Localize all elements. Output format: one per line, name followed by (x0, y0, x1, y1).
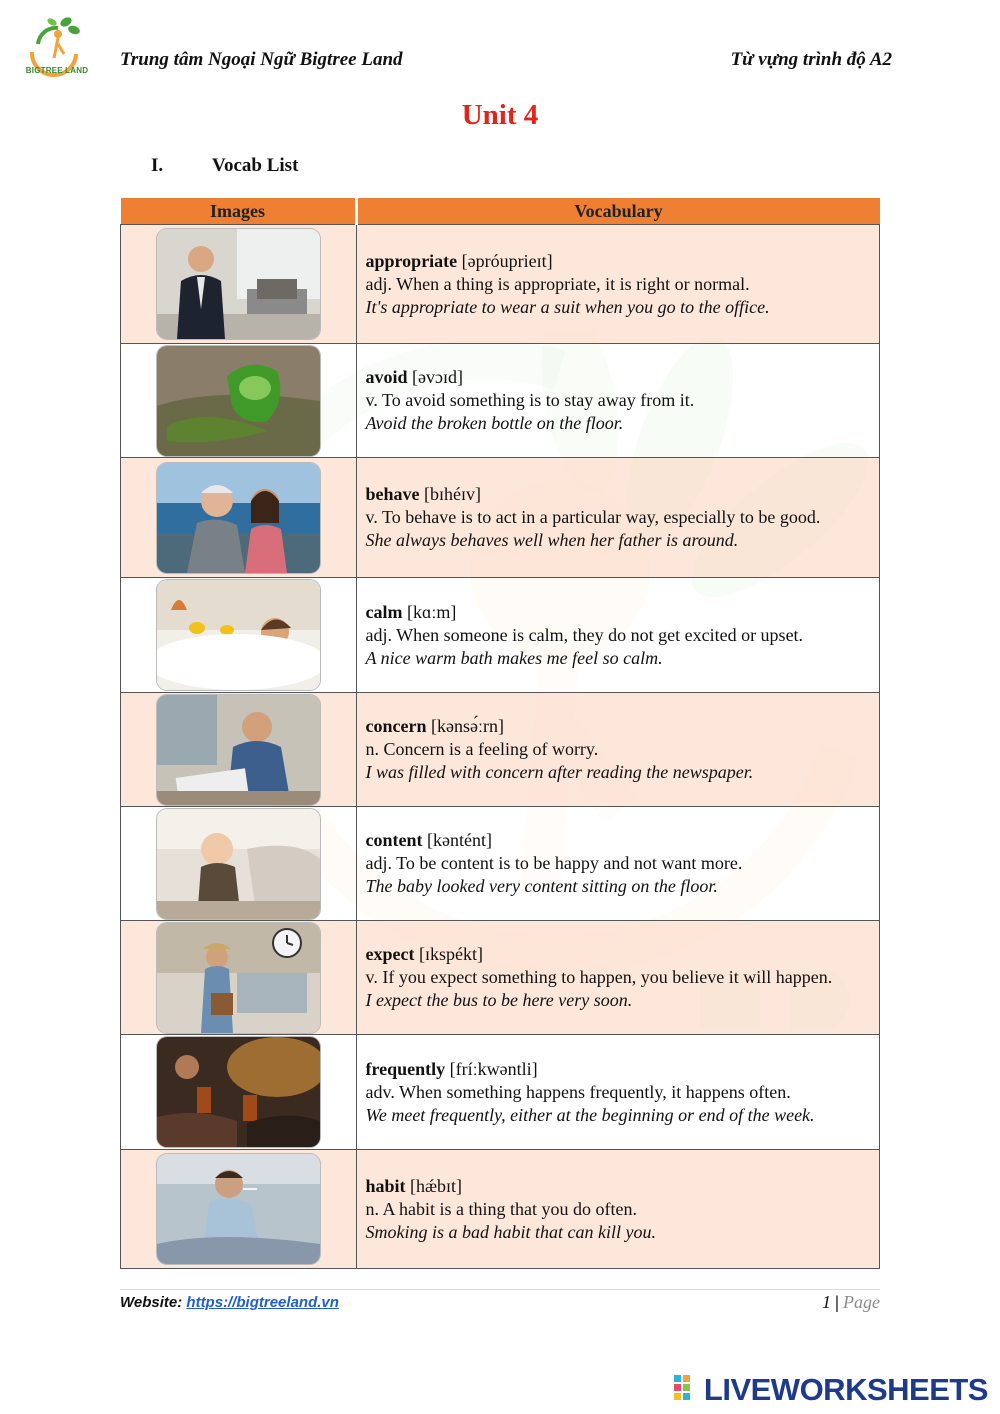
vocab-entry (356, 578, 880, 693)
table-row (121, 1150, 880, 1269)
table-row (121, 578, 880, 693)
table-row (121, 458, 880, 578)
vocab-definition: n. A habit is a thing that you do often. (365, 1198, 637, 1219)
vocab-definition: n. Concern is a feeling of worry. (365, 739, 599, 759)
table-row (121, 1035, 880, 1150)
vocab-ipa: [kəntént] (427, 830, 492, 850)
friends-at-bar-photo (157, 1037, 320, 1147)
vocab-example: I was filled with concern after reading the newspaper. (365, 762, 754, 782)
table-row (121, 693, 880, 807)
footer-website (120, 1294, 339, 1311)
image-cell (121, 921, 357, 1035)
liveworksheets-logo-icon (674, 1375, 700, 1405)
bus-station-clock-photo (157, 923, 320, 1033)
vocab-entry (356, 921, 880, 1035)
image-cell (121, 458, 357, 578)
vocab-definition: v. To avoid something is to stay away from it. (365, 390, 695, 410)
man-smoking-photo (157, 1154, 320, 1264)
vocab-example: A nice warm bath makes me feel so calm. (365, 647, 663, 668)
father-and-daughter-photo (157, 463, 320, 573)
image-cell (121, 225, 357, 344)
section-heading (151, 155, 298, 177)
vocab-word: calm (365, 601, 403, 622)
vocab-entry (356, 693, 880, 807)
vocab-example: Avoid the broken bottle on the floor. (365, 413, 624, 433)
businessman-in-office-photo (157, 229, 320, 339)
page-number-block (822, 1292, 880, 1313)
footer-divider (120, 1289, 880, 1290)
vocab-example: Smoking is a bad habit that can kill you. (365, 1221, 656, 1242)
table-row (121, 921, 880, 1035)
website-link[interactable]: https://bigtreeland.vn (186, 1294, 339, 1311)
header-level: Từ vựng trình độ A2 (730, 49, 892, 70)
vocab-definition: adv. When something happens frequently, it happens often. (365, 1081, 791, 1102)
vocab-entry (356, 807, 880, 921)
page-title: Unit 4 (461, 99, 539, 131)
vocab-word: expect (365, 944, 415, 964)
vocab-word: habit (365, 1175, 406, 1196)
vocab-entry (356, 344, 880, 458)
vocab-ipa: [hǽbɪt] (410, 1175, 463, 1196)
logo-text: BIGTREE LAND (25, 66, 89, 75)
page-label: Page (843, 1292, 880, 1312)
vocab-ipa: [kɑːm] (406, 601, 457, 622)
vocab-word: behave (365, 484, 420, 504)
vocab-definition: adj. When someone is calm, they do not get excited or upset. (365, 624, 804, 645)
vocab-entry (356, 225, 880, 344)
table-row (121, 225, 880, 344)
vocab-table (120, 198, 880, 1269)
images-column-header: Images (121, 198, 357, 225)
vocab-word: concern (365, 716, 427, 736)
image-cell (121, 693, 357, 807)
vocab-entry (356, 1035, 880, 1150)
worried-man-reading-photo (157, 695, 320, 805)
vocab-definition: adj. When a thing is appropriate, it is right or normal. (365, 273, 750, 294)
vocab-example: The baby looked very content sitting on the floor. (365, 876, 718, 896)
table-row (121, 807, 880, 921)
vocab-ipa: [fríːkwəntli] (449, 1058, 538, 1079)
vocab-definition: v. If you expect something to happen, you believe it will happen. (365, 967, 833, 987)
broken-green-bottle-photo (157, 346, 320, 456)
image-cell (121, 807, 357, 921)
vocab-example: It's appropriate to wear a suit when you go to the office. (365, 296, 770, 317)
vocab-example: I expect the bus to be here very soon. (365, 990, 633, 1010)
vocab-ipa: [ɪkspékt] (418, 944, 483, 964)
image-cell (121, 578, 357, 693)
vocab-ipa: [bɪhéɪv] (424, 484, 481, 504)
vocab-word: frequently (365, 1058, 446, 1079)
vocab-entry (356, 1150, 880, 1269)
image-cell (121, 1035, 357, 1150)
section-number: I. (151, 155, 164, 176)
header-center-name: Trung tâm Ngoại Ngữ Bigtree Land (120, 49, 403, 70)
vocab-ipa: [əpróuprieɪt] (461, 250, 553, 271)
table-row (121, 344, 880, 458)
vocab-ipa: [əvɔɪd] (412, 367, 463, 387)
page-number: 1 (822, 1292, 832, 1312)
vocab-word: content (365, 830, 423, 850)
page-separator: | (835, 1292, 840, 1312)
woman-in-bubble-bath-photo (157, 580, 320, 690)
image-cell (121, 1150, 357, 1269)
liveworksheets-brand (674, 1370, 988, 1410)
website-label: Website: (120, 1294, 183, 1311)
vocab-word: avoid (365, 367, 408, 387)
vocab-definition: adj. To be content is to be happy and not want more. (365, 853, 743, 873)
vocab-entry (356, 458, 880, 578)
section-label: Vocab List (212, 155, 299, 176)
vocab-ipa: [kənsə́ːrn] (430, 716, 504, 736)
image-cell (121, 344, 357, 458)
vocabulary-column-header: Vocabulary (356, 198, 880, 225)
liveworksheets-wordmark: LIVEWORKSHEETS (703, 1372, 988, 1407)
vocab-word: appropriate (365, 250, 458, 271)
vocab-example: She always behaves well when her father is around. (365, 530, 739, 550)
baby-on-floor-photo (157, 809, 320, 919)
table-header-row (121, 198, 880, 225)
vocab-example: We meet frequently, either at the beginning or end of the week. (365, 1104, 815, 1125)
vocab-definition: v. To behave is to act in a particular way, especially to be good. (365, 507, 821, 527)
